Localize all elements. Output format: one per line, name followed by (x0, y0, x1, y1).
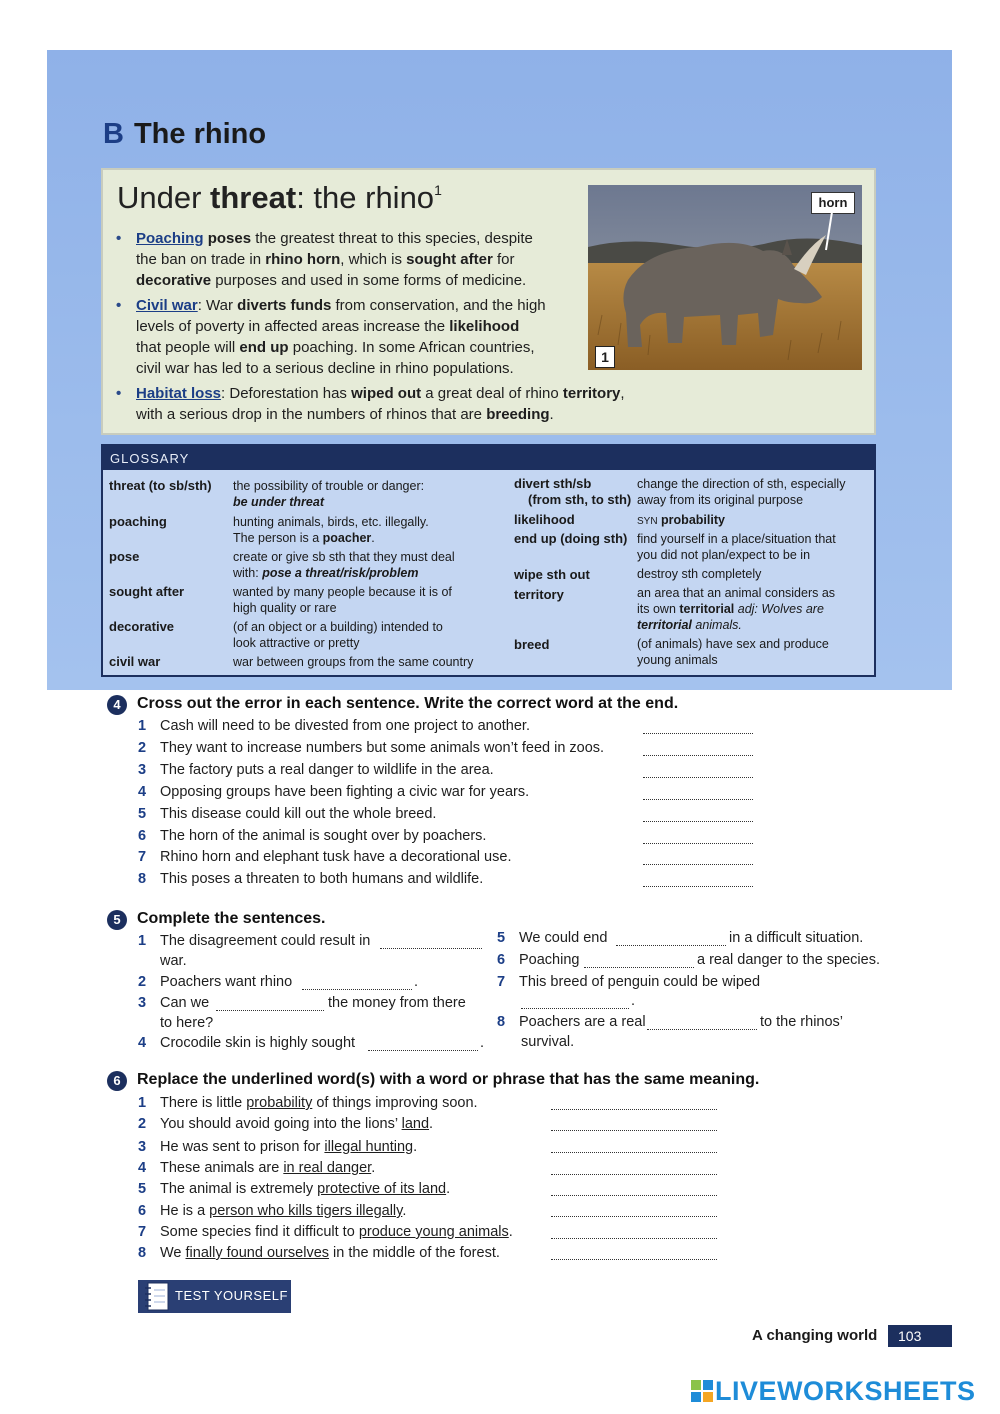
exercise-4-item: 1 Cash will need to be divested from one project to another. (138, 718, 530, 734)
glossary-def: (of an object or a building) intended to look attractive or pretty (233, 620, 443, 650)
exercise-6-item: 6 He is a person who kills tigers illegally. (138, 1203, 407, 1219)
exercise-5-item-cont: war. (160, 953, 187, 969)
glossary-def: change the direction of sth, especially away from its original purpose (637, 477, 846, 507)
answer-blank-4-3[interactable] (643, 777, 753, 778)
answer-blank-5-1[interactable] (380, 948, 482, 949)
answer-blank-4-6[interactable] (643, 843, 753, 844)
exercise-6-item: 5 The animal is extremely protective of its land. (138, 1181, 451, 1197)
exercise-6-item: 3 He was sent to prison for illegal hunting. (138, 1139, 418, 1155)
answer-blank-4-5[interactable] (643, 821, 753, 822)
exercise-4-item: 7 Rhino horn and elephant tusk have a decorational use. (138, 849, 512, 865)
section-heading (103, 118, 266, 151)
glossary-def: hunting animals, birds, etc. illegally. The person is a poacher. (233, 515, 429, 545)
exercise-4-item: 2 They want to increase numbers but some animals won’t feed in zoos. (138, 740, 605, 756)
exercise-5-instruction: Complete the sentences. (137, 910, 326, 927)
bullet-civil-war: • Civil war: War diverts funds from conservation, and the high levels of poverty in affected areas increase the likelihood that people will end up poaching. In some African countries, civil war has led to a serious decline in rhino populations. (116, 297, 546, 377)
exercise-6-item: 1 There is little probability of things improving soon. (138, 1095, 478, 1111)
bullet-poaching: • Poaching poses the greatest threat to this species, despite the ban on trade in rhino horn, which is sought after for decorative purposes and used in some forms of medicine. (116, 230, 533, 289)
exercise-6-item: 7 Some species find it difficult to produce young animals. (138, 1224, 513, 1240)
exercise-5-item-end: . (480, 1035, 485, 1051)
exercise-5-item-cont: to the rhinos’ (760, 1014, 844, 1030)
exercise-5-item: 6 Poaching (497, 952, 580, 968)
test-yourself-label: TEST YOURSELF (175, 1288, 288, 1303)
glossary-term: threat (to sb/sth) (109, 478, 212, 493)
exercise-6-item: 2 You should avoid going into the lions’ land. (138, 1116, 434, 1132)
page-number: 103 (888, 1325, 952, 1347)
answer-blank-4-1[interactable] (643, 733, 753, 734)
answer-blank-6-2[interactable] (551, 1130, 717, 1131)
answer-blank-5-7[interactable] (521, 1008, 629, 1009)
glossary-term: likelihood (514, 512, 575, 527)
answer-blank-5-8[interactable] (647, 1029, 757, 1030)
exercise-5-item-cont: in a difficult situation. (729, 930, 864, 946)
answer-blank-6-1[interactable] (551, 1109, 717, 1110)
answer-blank-4-2[interactable] (643, 755, 753, 756)
bullet-habitat-loss: • Habitat loss: Deforestation has wiped out a great deal of rhino territory, with a serious drop in the numbers of rhinos that are breeding. (116, 385, 625, 423)
exercise-4-item: 5 This disease could kill out the whole breed. (138, 806, 437, 822)
horn-pointer-line (820, 212, 840, 252)
glossary-term: poaching (109, 514, 167, 529)
glossary-header (103, 446, 874, 470)
glossary-def: destroy sth completely (637, 567, 762, 581)
exercise-4-item: 3 The factory puts a real danger to wildlife in the area. (138, 762, 494, 778)
photo-number: 1 (595, 346, 615, 368)
exercise-4-instruction: Cross out the error in each sentence. Write the correct word at the end. (137, 695, 679, 712)
section-title: The rhino (133, 118, 267, 150)
glossary-term: pose (109, 549, 140, 564)
exercise-6-item: 8 We finally found ourselves in the middle of the forest. (138, 1245, 500, 1261)
glossary-term: decorative (109, 619, 175, 634)
glossary-def: find yourself in a place/situation that you did not plan/expect to be in (637, 532, 836, 562)
exercise-5-item: 5 We could end (497, 930, 608, 946)
answer-blank-6-6[interactable] (551, 1216, 717, 1217)
answer-blank-6-7[interactable] (551, 1238, 717, 1239)
exercise-5-item-cont: survival. (521, 1034, 575, 1050)
answer-blank-5-3[interactable] (216, 1010, 324, 1011)
exercise-5-number: 5 (107, 910, 127, 930)
glossary-def: (of animals) have sex and produce young animals (637, 637, 829, 667)
exercise-5-item: 1 The disagreement could result in (138, 933, 371, 949)
answer-blank-4-7[interactable] (643, 864, 753, 865)
footer-unit-title: A changing world (752, 1327, 878, 1344)
answer-blank-6-5[interactable] (551, 1195, 717, 1196)
glossary-def: war between groups from the same country (233, 655, 474, 669)
answer-blank-5-5[interactable] (616, 945, 726, 946)
liveworksheets-logo[interactable]: LIVEWORKSHEETS (691, 1376, 976, 1407)
exercise-6-instruction: Replace the underlined word(s) with a word or phrase that has the same meaning. (137, 1071, 760, 1088)
bullet-dot: • (116, 230, 122, 247)
answer-blank-4-4[interactable] (643, 799, 753, 800)
exercise-5-item: 2 Poachers want rhino (138, 974, 293, 990)
article-title: Under threat: the rhino$^1$ (117, 180, 442, 215)
exercise-5-item-cont: to here? (160, 1015, 214, 1031)
glossary-label: GLOSSARY (110, 451, 190, 466)
answer-blank-5-4[interactable] (368, 1050, 478, 1051)
exercise-6-item: 4 These animals are in real danger. (138, 1160, 376, 1176)
glossary-term: territory (514, 587, 564, 602)
glossary-def: create or give sb sth that they must deal with: pose a threat/risk/problem (233, 550, 455, 580)
glossary-term: sought after (109, 584, 185, 599)
section-letter: B (103, 118, 124, 150)
exercise-5-item: 4 Crocodile skin is highly sought (138, 1035, 356, 1051)
glossary-def: wanted by many people because it is of high quality or rare (233, 585, 452, 615)
exercise-5-item: 3 Can we (138, 995, 210, 1011)
answer-blank-4-8[interactable] (643, 886, 753, 887)
exercise-6-number: 6 (107, 1071, 127, 1091)
exercise-5-item-end: . (631, 993, 636, 1009)
exercise-4-item: 4 Opposing groups have been fighting a civic war for years. (138, 784, 530, 800)
glossary-def: an area that an animal considers as its own territorial adj: Wolves are territorial animals. (637, 586, 836, 632)
glossary-def: the possibility of trouble or danger: be under threat (233, 479, 425, 509)
liveworksheets-logo-icon (691, 1380, 713, 1402)
exercise-5-item-cont: a real danger to the species. (697, 952, 880, 968)
exercise-5-item: 7 This breed of penguin could be wiped (497, 974, 761, 990)
answer-blank-5-6[interactable] (584, 967, 694, 968)
exercise-4-item: 8 This poses a threaten to both humans and wildlife. (138, 871, 484, 887)
answer-blank-6-4[interactable] (551, 1174, 717, 1175)
glossary-term: civil war (109, 654, 161, 669)
glossary-term: divert sth/sb (from sth, to sth) (514, 476, 632, 507)
exercise-5-item-end: . (414, 974, 419, 990)
glossary-term: wipe sth out (514, 567, 590, 582)
notebook-icon (142, 1280, 176, 1313)
exercise-5-item: 8 Poachers are a real (497, 1014, 646, 1030)
answer-blank-5-2[interactable] (302, 989, 412, 990)
exercise-4-item: 6 The horn of the animal is sought over by poachers. (138, 828, 487, 844)
glossary-def: SYN probability (637, 513, 725, 527)
exercise-5-item-cont: the money from there (328, 995, 466, 1011)
answer-blank-6-8[interactable] (551, 1259, 717, 1260)
answer-blank-6-3[interactable] (551, 1152, 717, 1153)
glossary-term: end up (doing sth) (514, 531, 628, 546)
exercise-4-number: 4 (107, 695, 127, 715)
glossary-term: breed (514, 637, 550, 652)
horn-label: horn (811, 192, 855, 214)
